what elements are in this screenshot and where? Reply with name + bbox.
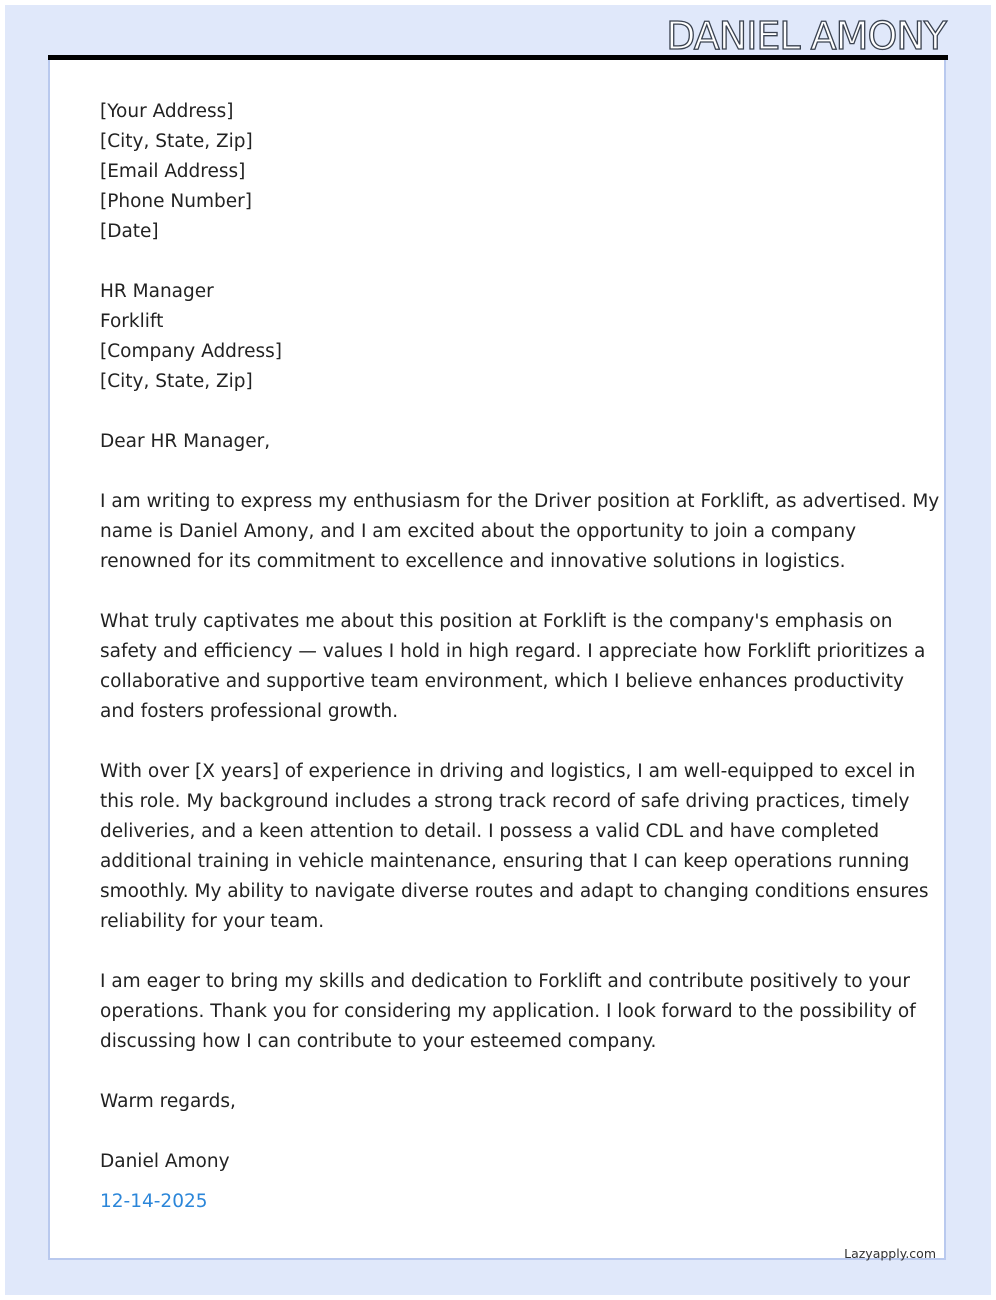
paragraph-line: With over [X years] of experience in driving and logistics, I am well-equipped to excel in — [100, 761, 916, 782]
recipient-address: [Company Address] — [100, 341, 283, 362]
paragraph-line: renowned for its commitment to excellence and innovative solutions in logistics. — [100, 551, 846, 572]
paragraph-line: discussing how I can contribute to your esteemed company. — [100, 1031, 657, 1052]
paragraph-line: name is Daniel Amony, and I am excited about the opportunity to join a company — [100, 521, 857, 542]
paragraph-line: this role. My background includes a strong track record of safe driving practices, timely — [100, 791, 910, 812]
applicant-name-header: DANIEL AMONY — [666, 14, 946, 58]
spacer — [100, 577, 900, 607]
sender-address: [Your Address] — [100, 101, 234, 122]
spacer — [100, 397, 900, 427]
body-paragraph-4 — [100, 967, 916, 1057]
sender-phone: [Phone Number] — [100, 191, 252, 212]
paragraph-line: What truly captivates me about this position at Forklift is the company's emphasis on — [100, 611, 893, 632]
paragraph-line: deliveries, and a keen attention to detail. I possess a valid CDL and have completed — [100, 821, 880, 842]
paragraph-line: reliability for your team. — [100, 911, 325, 932]
letter-body — [100, 97, 940, 1217]
signature-name: Daniel Amony — [100, 1151, 230, 1172]
spacer — [100, 457, 900, 487]
paragraph-line: and fosters professional growth. — [100, 701, 399, 722]
spacer — [100, 247, 900, 277]
spacer — [100, 1057, 900, 1087]
spacer — [100, 937, 900, 967]
paragraph-line: additional training in vehicle maintenance, ensuring that I can keep operations running — [100, 851, 910, 872]
spacer — [100, 1117, 900, 1147]
paragraph-line: operations. Thank you for considering my application. I look forward to the possibility of — [100, 1001, 916, 1022]
body-paragraph-2 — [100, 607, 926, 727]
body-paragraph-1 — [100, 487, 940, 577]
recipient-title: HR Manager — [100, 281, 214, 302]
paragraph-line: smoothly. My ability to navigate diverse routes and adapt to changing conditions ensures — [100, 881, 929, 902]
sender-email: [Email Address] — [100, 161, 246, 182]
sender-city-state-zip: [City, State, Zip] — [100, 131, 253, 152]
sender-date: [Date] — [100, 221, 159, 242]
paragraph-line: safety and efficiency — values I hold in high regard. I appreciate how Forklift prioritizes a — [100, 641, 926, 662]
footer-brand: Lazyapply.com — [844, 1246, 936, 1261]
paragraph-line: I am writing to express my enthusiasm for the Driver position at Forklift, as advertised. My — [100, 491, 940, 512]
spacer — [100, 727, 900, 757]
paragraph-line: I am eager to bring my skills and dedication to Forklift and contribute positively to your — [100, 971, 910, 992]
body-paragraph-3 — [100, 757, 929, 937]
recipient-company: Forklift — [100, 311, 164, 332]
signed-date: 12-14-2025 — [100, 1191, 208, 1212]
recipient-city-state-zip: [City, State, Zip] — [100, 371, 253, 392]
salutation: Dear HR Manager, — [100, 431, 271, 452]
closing: Warm regards, — [100, 1091, 236, 1112]
paragraph-line: collaborative and supportive team environment, which I believe enhances productivity — [100, 671, 904, 692]
